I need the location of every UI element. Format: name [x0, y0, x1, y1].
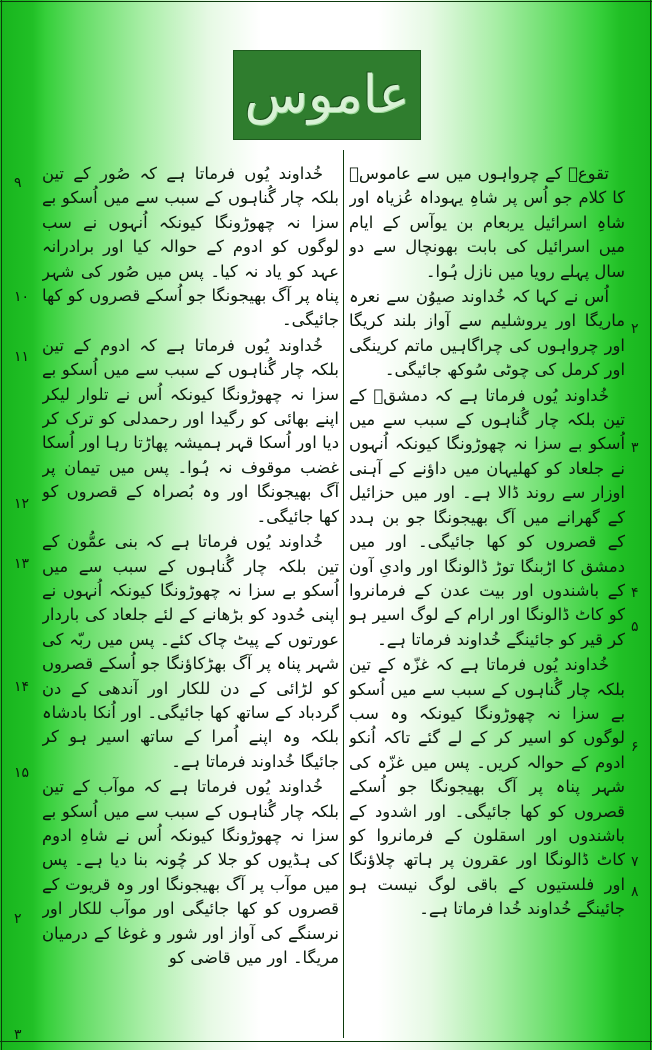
paragraph: خُداوند یُوں فرماتا ہے کہ موآب کے تین بلکہ چار گُناہوں کے سبب سے میں اُسکو بے سزا نہ چھوڑونگا کیونکہ اُس نے شاہِ ادوم کی ہڈیوں کو جلا کر چُونہ بنا دیا ہے۔ پس میں موآب پر آگ بھیجونگا اور وہ قریوت کے قصروں کو کھا جائیگی اور موآب للکار اور نرسنگے کی آواز اور شور و غوغا کے درمیان مریگا۔ اور میں قاضی کو — [42, 777, 339, 967]
paragraph: خُداوند یُوں فرماتا ہے کہ ادوم کے تین بلکہ چار گُناہوں کے سبب سے میں اُسکو بے سزا نہ چھوڑونگا کیونکہ اُس نے تلوار لیکر اپنے بھائی کو رگیدا اور رحمدلی کو ترک کر دیا اور اُسکا قہر ہمیشہ پھاڑتا رہا اور اُسکا غضب موقوف نہ ہُوا۔ پس میں تیمان پر آگ بھیجونگا اور وہ بُصراہ کے قصروں کو کھا جائیگی۔ — [42, 335, 339, 526]
verse-number: ۶ — [631, 739, 639, 755]
top-frame-line — [0, 1, 652, 2]
verse-number: ۳ — [14, 1027, 22, 1043]
verse-number: ۱۲ — [14, 496, 30, 512]
verse-number: ۱۴ — [14, 679, 30, 695]
verse-number: ۴ — [631, 585, 639, 601]
paragraph: خُداوند یُوں فرماتا ہے کہ دمشقؔ کے تین بلکہ چار گُناہوں کے سبب سے میں اُسکو بے سزا نہ چھوڑونگا کیونکہ اُنہوں نے جلعاد کو کھلیہان میں داؤنے کے آہنی اوزار سے روند ڈالا ہے۔ اور میں حزائیل کے گھرانے میں آگ بھیجونگا جو بن ہدد کے قصروں کو کھا جائیگی۔ اور میں دمشق کا اڑبنگا توڑ ڈالونگا اور وادیِ آون کے باشندوں اور بیت عدن کے فرمانروا کو کاٹ ڈالونگا اور ارام کے لوگ اسیر ہو کر قیر کو جائینگے خُداوند فرماتا ہے۔ — [349, 385, 625, 649]
verse-number: ۱۵ — [14, 765, 30, 781]
right-text-column — [349, 162, 625, 1038]
verse-number: ۷ — [631, 854, 639, 870]
left-frame-line — [1, 0, 2, 1050]
verse-number: ۱۰ — [14, 289, 30, 305]
paragraph: خُداوند یُوں فرماتا ہے کہ بنی عمُّون کے تین بلکہ چار گُناہوں کے سبب سے میں اُسکو بے سزا نہ چھوڑونگا کیونکہ اُنہوں نے اپنی حُدود کو بڑھانے کے لئے جلعاد کی باردار عورتوں کے پیٹ چاک کئے۔ پس میں ربّہ کی شہر پناہ پر آگ بھڑکاؤنگا جو اُسکے قصروں کو لڑائی کے دن للکار اور آندھی کے دن گردباد کے ساتھ کھا جائیگی۔ اور اُنکا بادشاہ بلکہ وہ اپنے اُمرا کے ساتھ اسیر ہو کر جائیگا خُداوند فرماتا ہے۔ — [42, 532, 339, 771]
verse-number: ۱۱ — [14, 349, 30, 365]
verse-number: ۱۳ — [14, 556, 30, 572]
column-divider — [343, 150, 344, 1038]
paragraph: اُس نے کہا کہ خُداوند صیوُن سے نعرہ ماریگا اور یروشلیم سے آواز بلند کریگا اور چرواہوں کی چراگاہیں ماتم کرینگی اور کرمل کی چوٹی سُوکھ جائیگی۔ — [349, 287, 625, 380]
verse-number: ۹ — [14, 175, 22, 191]
paragraph: خُداوند یُوں فرماتا ہے کہ صُور کے تین بلکہ چار گُناہوں کے سبب سے میں اُسکو بے سزا نہ چھوڑونگا کیونکہ اُنہوں نے سب لوگوں کو ادوم کے حوالہ کیا اور برادرانہ عہد کو یاد نہ کیا۔ پس میں صُور کی شہر پناہ پر آگ بھیجونگا جو اُسکے قصروں کو کھا جائیگی۔ — [42, 164, 339, 330]
book-title: عاموس — [244, 65, 410, 125]
right-frame-line — [650, 0, 651, 1050]
verse-number: ۳ — [631, 440, 639, 456]
verse-number: ۵ — [631, 619, 639, 635]
paragraph: تقوعؔ کے چرواہوں میں سے عاموسؔ کا کلام جو اُس پر شاہِ یہوداہ عُزیاہ اور شاہِ اسرائیل یربعام بن یوآس کے ایام میں اسرائیل کی بابت بھونچال سے دو سال پہلے رویا میں نازل ہُوا۔ — [349, 164, 625, 281]
verse-number: ۲ — [14, 911, 22, 927]
bottom-frame-line — [0, 1041, 652, 1042]
verse-number: ۸ — [631, 884, 639, 900]
verse-number: ۲ — [631, 321, 639, 337]
book-title-box — [233, 50, 421, 140]
paragraph: خُداوند یُوں فرماتا ہے کہ غزّہ کے تین بلکہ چار گُناہوں کے سبب سے میں اُسکو بے سزا نہ چھوڑونگا کیونکہ وہ سب لوگوں کو اسیر کر کے لے گئے تاکہ اُنکو ادوم کے حوالہ کریں۔ پس میں غزّہ کی شہر پناہ پر آگ بھیجونگا جو اُسکے قصروں کو کھا جائیگی۔ اور اشدود کے باشندوں اور اسقلون کے فرمانروا کو کاٹ ڈالونگا اور عقرون پر ہاتھ چلاؤنگا اور فلستیوں کے باقی لوگ نیست ہو جائینگے خُداوند خُدا فرماتا ہے۔ — [349, 655, 625, 919]
left-text-column — [42, 162, 339, 1038]
